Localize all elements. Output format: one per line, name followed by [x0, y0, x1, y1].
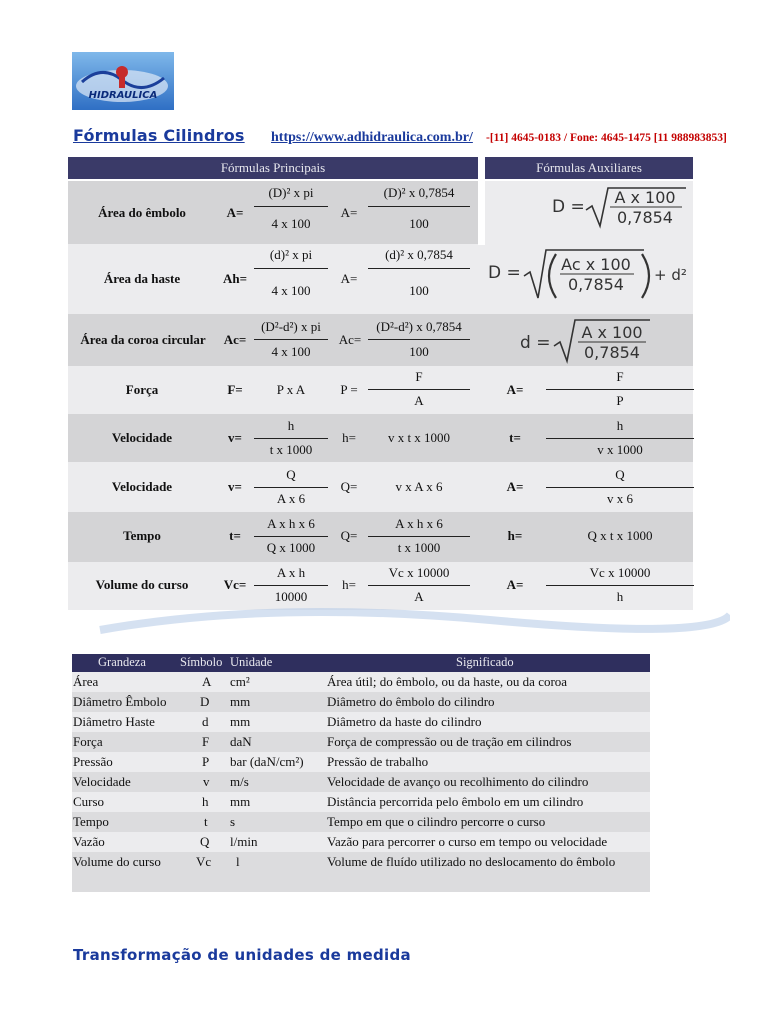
aux-numerator: A x 100: [581, 323, 643, 342]
denominator: 10000: [274, 589, 308, 604]
expression: P x A: [276, 382, 306, 397]
formula-symbol: Vc=: [223, 577, 247, 592]
formula-symbol: A=: [340, 205, 358, 220]
row-label: Velocidade: [111, 479, 173, 494]
formula-symbol: v=: [228, 479, 242, 494]
denominator: P: [616, 393, 624, 408]
legend-row: Pressão P bar (daN/cm²) Pressão de trabalho: [72, 752, 650, 772]
header-principal: Fórmulas Principais: [68, 157, 478, 179]
denominator: 4 x 100: [271, 283, 311, 298]
denominator: 4 x 100: [271, 216, 311, 231]
formula-symbol: h=: [507, 528, 523, 543]
legend-row: Diâmetro Haste d mm Diâmetro da haste do cilindro: [72, 712, 650, 732]
numerator: h: [616, 418, 624, 433]
formula-symbol: Q=: [340, 479, 358, 494]
aux-denominator: 0,7854: [617, 208, 673, 227]
numerator: (d)² x pi: [269, 247, 313, 262]
formula-symbol: A=: [506, 479, 524, 494]
fraction-bar: [254, 268, 328, 269]
aux-lhs: D =: [552, 197, 585, 217]
fraction-bar: [368, 206, 470, 207]
website-link[interactable]: https://www.adhidraulica.com.br/: [271, 130, 473, 145]
section-heading: Transformação de unidades de medida: [73, 946, 411, 964]
numerator: F: [616, 369, 624, 384]
denominator: t x 1000: [269, 442, 313, 457]
expression: v x t x 1000: [387, 430, 451, 445]
fraction-bar: [368, 536, 470, 537]
denominator: t x 1000: [397, 540, 441, 555]
numerator: Q: [615, 467, 625, 482]
row-label: Força: [125, 382, 159, 397]
numerator: F: [415, 369, 423, 384]
expression: Q x t x 1000: [587, 528, 653, 543]
header-auxiliar: Fórmulas Auxiliares: [485, 157, 693, 179]
phone-numbers: -[11] 4645-0183 / Fone: 4645-1475 [11 988983853]: [486, 132, 727, 144]
denominator: A x 6: [276, 491, 306, 506]
denominator: 4 x 100: [271, 344, 311, 359]
legend-row: Vazão Q l/min Vazão para percorrer o curso em tempo ou velocidade: [72, 832, 650, 852]
denominator: 100: [409, 216, 429, 231]
column-gap: [478, 157, 485, 245]
row-label: Tempo: [123, 528, 161, 543]
logo-wordmark: HIDRAULICA: [88, 90, 158, 101]
row-label: Área da haste: [103, 271, 181, 286]
denominator: A: [414, 589, 424, 604]
fraction-bar: [254, 536, 328, 537]
legend-row: Tempo t s Tempo em que o cilindro percorre o curso: [72, 812, 650, 832]
formula-symbol: A=: [226, 205, 244, 220]
numerator: (D)² x pi: [268, 185, 314, 200]
row-label: Área do êmbolo: [98, 205, 186, 220]
formula-symbol: Ac=: [338, 332, 362, 347]
aux-lhs: d =: [520, 333, 551, 353]
denominator: v x 6: [607, 491, 633, 506]
fraction-bar: [254, 206, 328, 207]
numerator: Vc x 10000: [589, 565, 651, 580]
numerator: A x h x 6: [395, 516, 443, 531]
formula-symbol: t=: [509, 430, 521, 445]
fraction-bar: [254, 487, 328, 488]
numerator: (D²-d²) x 0,7854: [376, 319, 462, 334]
fraction-bar: [546, 389, 694, 390]
numerator: (d)² x 0,7854: [385, 247, 453, 262]
formula-symbol: P =: [340, 382, 358, 397]
formula-symbol: A=: [340, 271, 358, 286]
fraction-bar: [368, 339, 470, 340]
legend-header-simbolo: Símbolo: [180, 655, 223, 669]
legend-header-unidade: Unidade: [230, 655, 273, 669]
formula-symbol: h=: [342, 577, 356, 592]
legend-row: Curso h mm Distância percorrida pelo êmbolo em um cilindro: [72, 792, 650, 812]
legend-row: Força F daN Força de compressão ou de tração em cilindros: [72, 732, 650, 752]
aux-denominator: 0,7854: [568, 275, 624, 294]
aux-tail: + d²: [654, 266, 687, 284]
denominator: 100: [409, 344, 429, 359]
aux-lhs: D =: [488, 263, 521, 283]
legend-header-significado: Significado: [456, 655, 514, 669]
aux-numerator: Ac x 100: [561, 255, 631, 274]
denominator: 100: [409, 283, 429, 298]
aux-formula-D: [500, 182, 690, 242]
numerator: h: [287, 418, 295, 433]
aux-formula-d: [500, 316, 690, 364]
numerator: Q: [286, 467, 296, 482]
legend-row: Área A cm² Área útil; do êmbolo, ou da haste, ou da coroa: [72, 672, 650, 692]
fraction-bar: [368, 268, 470, 269]
denominator: Q x 1000: [266, 540, 316, 555]
formula-symbol: t=: [229, 528, 241, 543]
numerator: A x h: [276, 565, 306, 580]
row-label: Volume do curso: [95, 577, 189, 592]
formula-symbol: h=: [342, 430, 356, 445]
denominator: A: [414, 393, 424, 408]
fraction-bar: [546, 487, 694, 488]
legend-header-grandeza: Grandeza: [98, 655, 146, 669]
formula-symbol: F=: [227, 382, 243, 397]
fraction-bar: [254, 339, 328, 340]
aux-numerator: A x 100: [614, 188, 676, 207]
company-logo: [72, 52, 174, 110]
formula-symbol: Ah=: [222, 271, 248, 286]
legend-header: [72, 654, 650, 672]
legend-row: Volume do curso Vc l Volume de fluído utilizado no deslocamento do êmbolo: [72, 852, 650, 872]
row-label: Velocidade: [111, 430, 173, 445]
formula-symbol: Ac=: [223, 332, 247, 347]
fraction-bar: [546, 438, 694, 439]
legend-empty-row: [72, 872, 650, 892]
formula-symbol: Q=: [340, 528, 358, 543]
numerator: Vc x 10000: [388, 565, 450, 580]
numerator: (D)² x 0,7854: [383, 185, 455, 200]
numerator: (D²-d²) x pi: [261, 319, 321, 334]
formula-symbol: A=: [506, 382, 524, 397]
fraction-bar: [368, 389, 470, 390]
denominator: h: [616, 589, 624, 604]
fraction-bar: [254, 438, 328, 439]
denominator: v x 1000: [597, 442, 643, 457]
page-title: Fórmulas Cilindros: [73, 126, 245, 145]
legend-row: Diâmetro Êmbolo D mm Diâmetro do êmbolo do cilindro: [72, 692, 650, 712]
expression: v x A x 6: [395, 479, 443, 494]
legend-row: Velocidade v m/s Velocidade de avanço ou recolhimento do cilindro: [72, 772, 650, 792]
formula-symbol: A=: [506, 577, 524, 592]
aux-denominator: 0,7854: [584, 343, 640, 362]
row-label: Área da coroa circular: [80, 332, 206, 347]
watermark: [70, 560, 730, 660]
formula-symbol: v=: [228, 430, 242, 445]
numerator: A x h x 6: [267, 516, 315, 531]
aux-formula-D-coroa: [484, 246, 694, 310]
